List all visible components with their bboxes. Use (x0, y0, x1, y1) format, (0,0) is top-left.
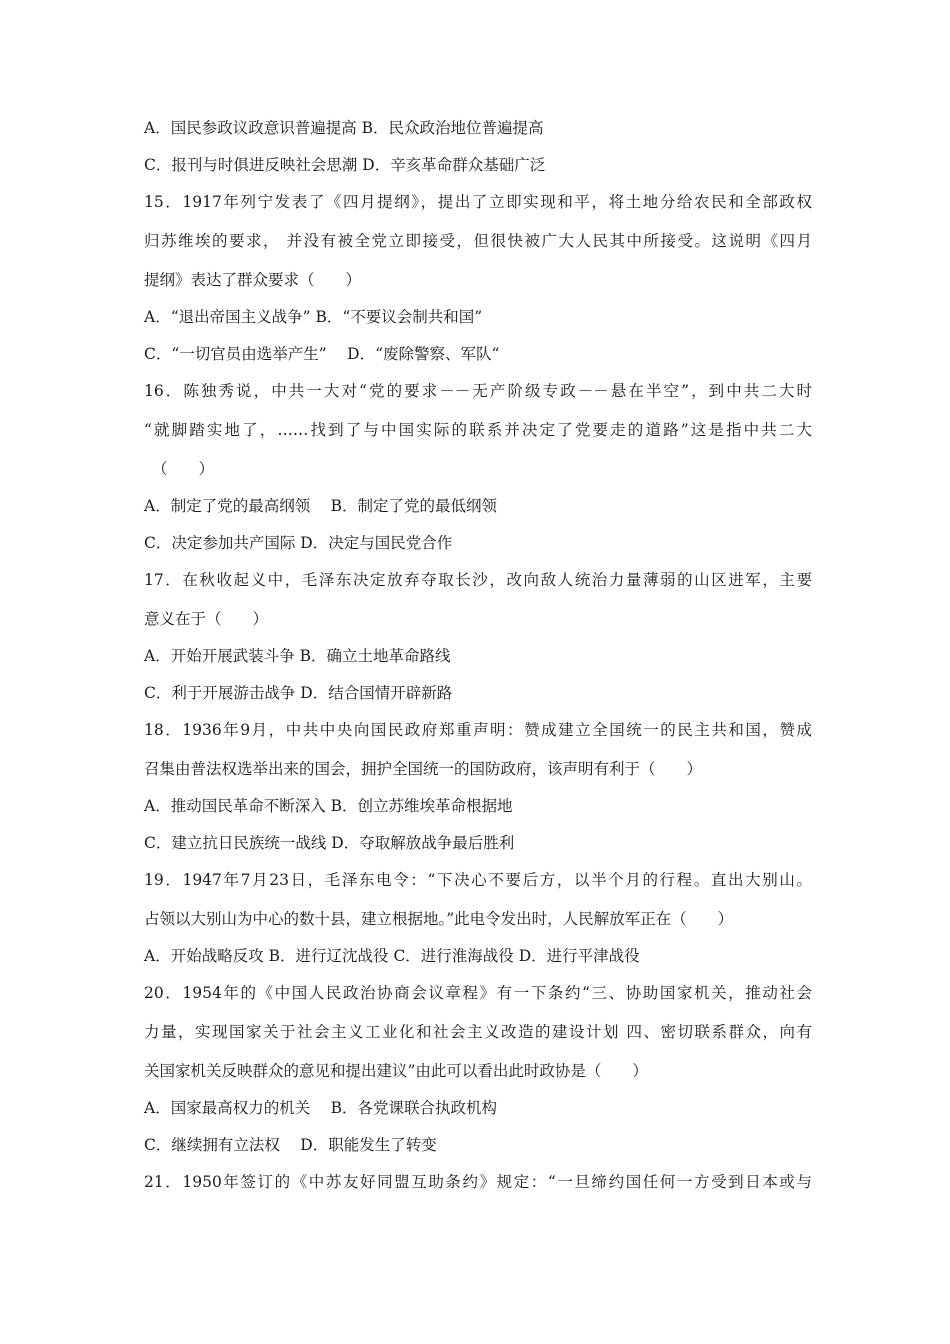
question-18-line: 召集由普法权选举出来的国会，拥护全国统一的国防政府，该声明有利于（ ） (144, 760, 703, 778)
question-19-line: 占领以大别山为中心的数十县，建立根据地。”此电令发出时，人民解放军正在（ ） (144, 910, 734, 928)
option-line: A．国民参政议政意识普遍提高 B．民众政治地位普遍提高 (144, 119, 544, 137)
question-20-line: 20．1954年的《中国人民政治协商会议章程》有一下条约“三、协助国家机关，推动社会 (144, 984, 812, 1002)
document-page (144, 118, 812, 1192)
option-line: C．建立抗日民族统一战线 D．夺取解放战争最后胜利 (144, 834, 515, 852)
question-17-line: 意义在于（ ） (144, 610, 269, 628)
question-15-line: 归苏维埃的要求， 并没有被全党立即接受，但很快被广大人民其中所接受。这说明《四月 (144, 232, 812, 250)
question-16-line: “就脚踏实地了，……找到了与中国实际的联系并决定了党要走的道路”这是指中共二大 (144, 421, 812, 439)
question-16-line: 16．陈独秀说，中共一大对“党的要求－－无产阶级专政－－悬在半空”，到中共二大时 (144, 382, 812, 400)
question-17-line: 17．在秋收起义中，毛泽东决定放弃夺取长沙，改向敌人统治力量薄弱的山区进军，主要 (144, 571, 812, 589)
question-21-line: 21．1950年签订的《中苏友好同盟互助条约》规定：“一旦缔约国任何一方受到日本或与 (144, 1173, 812, 1191)
question-15-line: 15．1917年列宁发表了《四月提纲》，提出了立即实现和平，将土地分给农民和全部政权 (144, 193, 812, 211)
question-18-line: 18．1936年9月，中共中央向国民政府郑重声明：赞成建立全国统一的民主共和国，赞成 (144, 721, 812, 739)
option-line: A．国家最高权力的机关 B．各党课联合执政机构 (144, 1099, 498, 1117)
question-15-line: 提纲》表达了群众要求（ ） (144, 271, 362, 289)
option-line: A．开始开展武装斗争 B．确立土地革命路线 (144, 647, 451, 665)
question-20-line: 力量，实现国家关于社会主义工业化和社会主义改造的建设计划 四、密切联系群众，向有 (144, 1023, 812, 1041)
option-line: C．报刊与时俱进反映社会思潮 D．辛亥革命群众基础广泛 (144, 156, 546, 174)
option-line: C．继续拥有立法权 D．职能发生了转变 (144, 1136, 437, 1154)
option-line: C．利于开展游击战争 D．结合国情开辟新路 (144, 684, 453, 702)
option-line: C．“一切官员由选举产生” D．“废除警察、军队“ (144, 345, 500, 363)
option-line: A．推动国民革命不断深入 B．创立苏维埃革命根据地 (144, 797, 513, 815)
question-16-line: （ ） (152, 460, 215, 478)
question-20-line: 关国家机关反映群众的意见和提出建议”由此可以看出此时政协是（ ） (144, 1062, 648, 1080)
option-line: A．“退出帝国主义战争” B．“不要议会制共和国” (144, 308, 483, 326)
option-line: C．决定参加共产国际 D．决定与国民党合作 (144, 534, 453, 552)
option-line: A．开始战略反攻 B．进行辽沈战役 C．进行淮海战役 D．进行平津战役 (144, 947, 640, 965)
question-19-line: 19．1947年7月23日，毛泽东电令：“下决心不要后方，以半个月的行程。直出大别山。 (144, 871, 812, 889)
option-line: A．制定了党的最高纲领 B．制定了党的最低纲领 (144, 497, 498, 515)
